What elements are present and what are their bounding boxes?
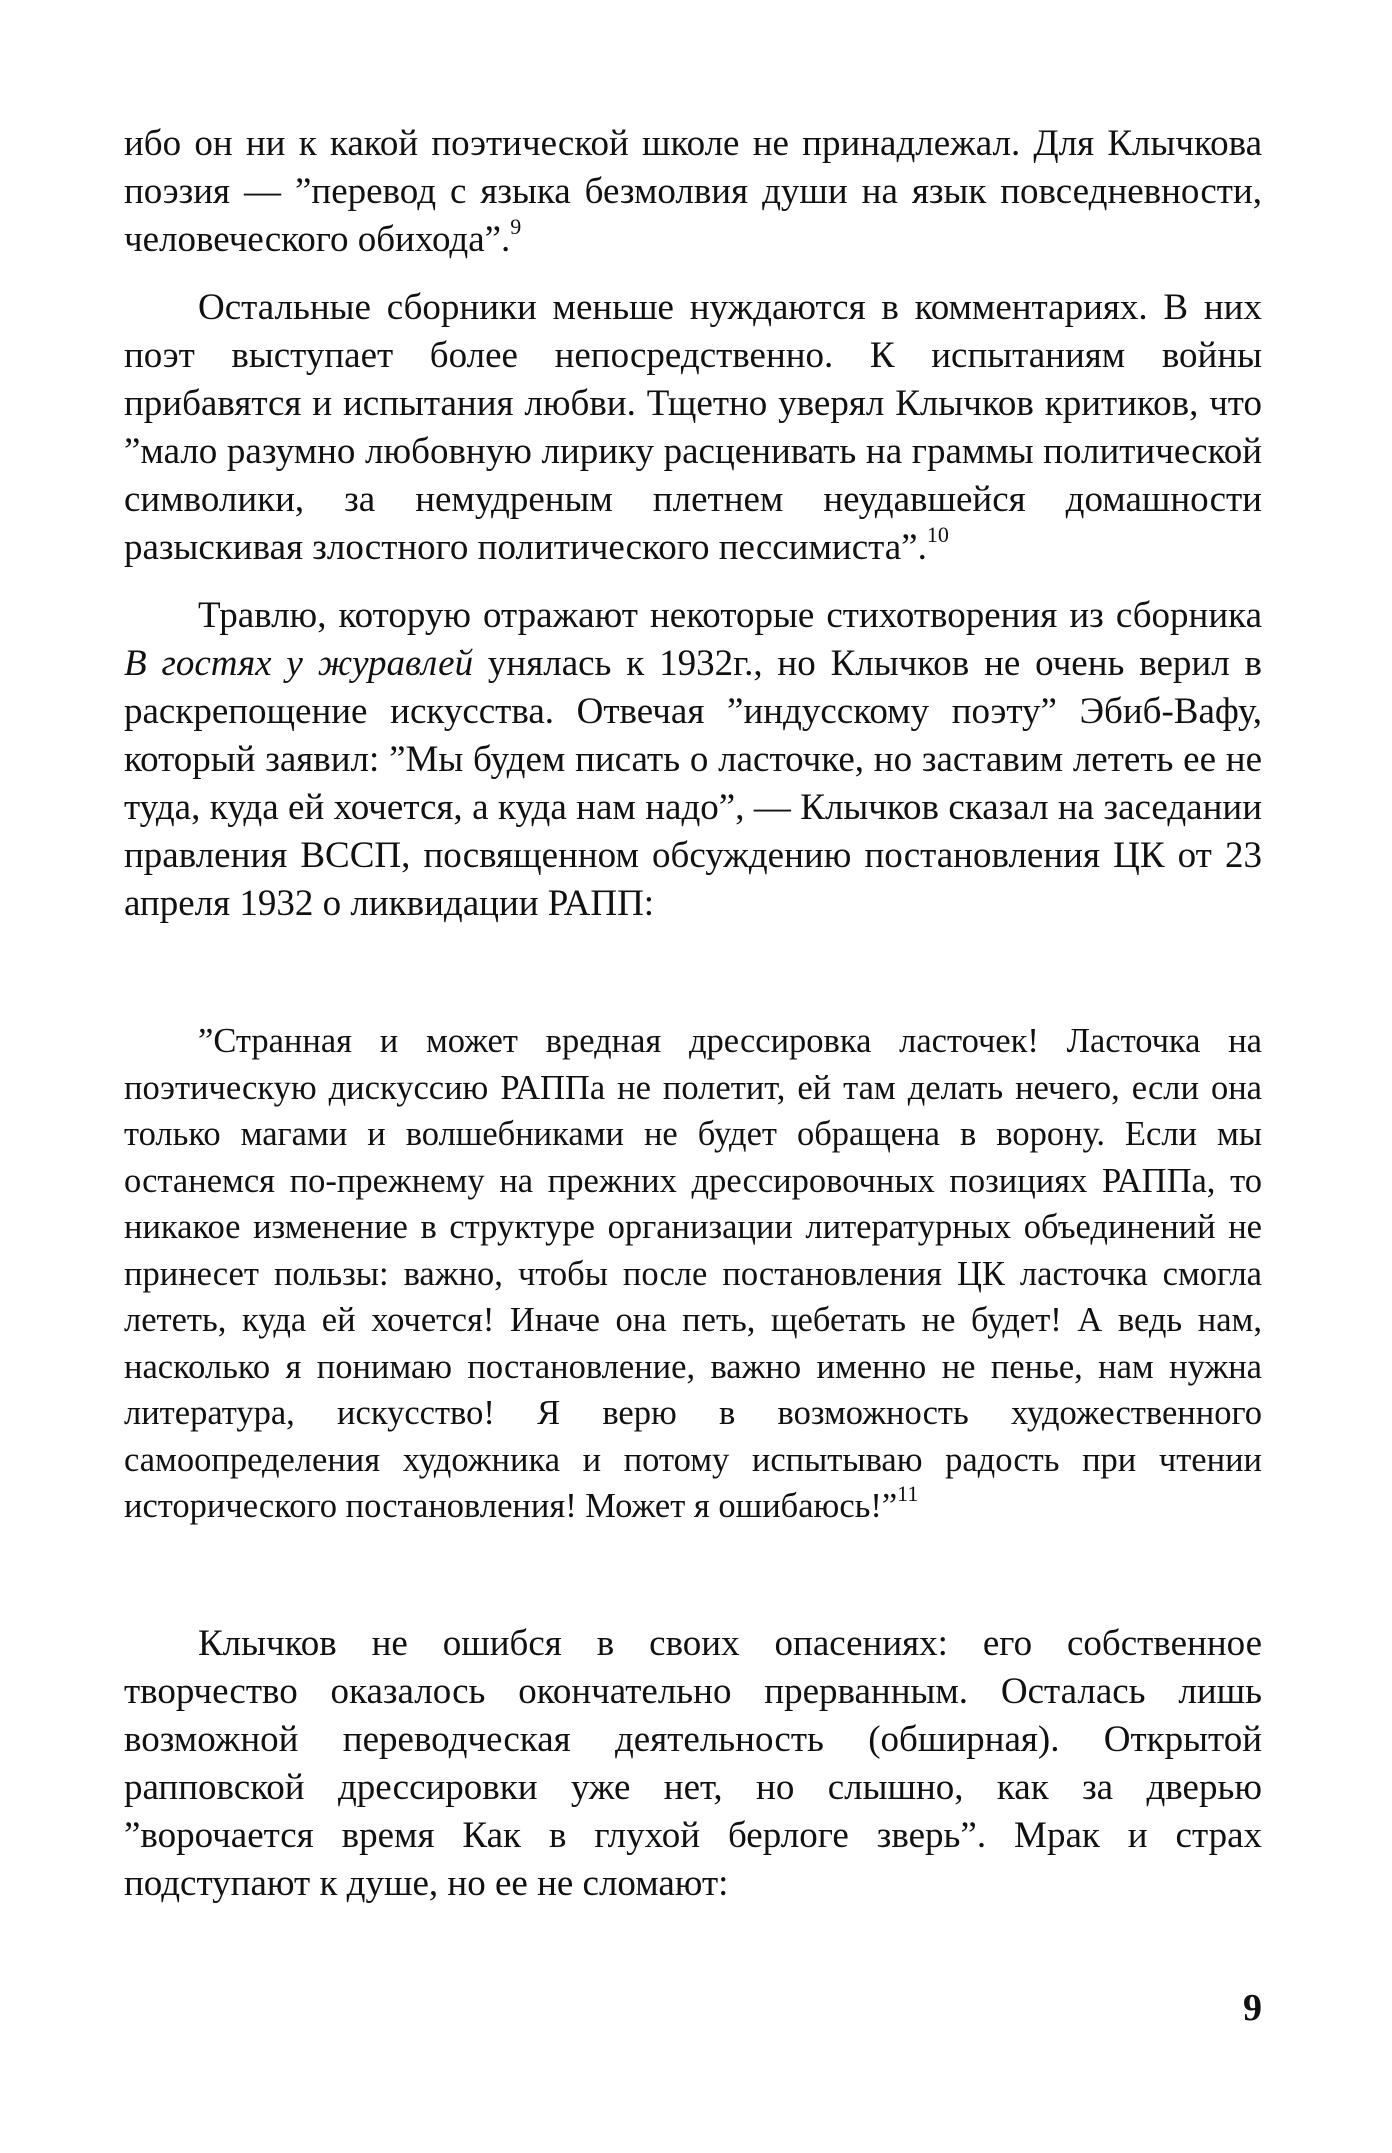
footnote-ref-11: 11 bbox=[897, 1480, 919, 1506]
paragraph-persecution bbox=[124, 592, 1262, 928]
paragraph-closing: Клычков не ошибся в своих опасениях: его собственное творчество оказалось окончательно прерванным. Осталась лишь возможной переводческая деятельность (обширная). Открытой рапповской дрессировки уже нет, но слышно, как за дверью ”ворочается время Как в глухой берлоге зверь”. Мрак и страх подступают к душе, но ее не сломают: bbox=[124, 1623, 1262, 1904]
main-text-top bbox=[124, 120, 1262, 928]
book-title-italic: В гостях у журавлей bbox=[124, 643, 474, 684]
quotation-paragraph bbox=[124, 1018, 1262, 1530]
paragraph-collections bbox=[124, 284, 1262, 572]
footnote-ref-10: 10 bbox=[926, 521, 949, 547]
paragraph-text: унялась к 1932г., но Клычков не очень верил в раскрепощение искусства. Отвечая ”индусскому поэту” Эбиб-Вафу, который заявил: ”Мы будем писать о ласточке, но заставим лететь ее не туда, куда ей хочется, а куда нам надо”, — Клычков сказал на заседании правления ВССП, посвященном обсуждению постановления ЦК от 23 апреля 1932 о ликвидации РАПП: bbox=[124, 643, 1262, 924]
paragraph-text: Остальные сборники меньше нуждаются в комментариях. В них поэт выступает более непосредственно. К испытаниям войны прибавятся и испытания любви. Тщетно уверял Клычков критиков, что ”мало разумно любовную лирику расценивать на граммы политической символики, за немудреным плетнем неудавшейся домашности разыскивая злостного политического пессимиста”. bbox=[124, 287, 1262, 568]
main-text-bottom bbox=[124, 1620, 1262, 1908]
quotation-text: ”Странная и может вредная дрессировка ласточек! Ласточка на поэтическую дискуссию РАППа не полетит, ей там делать нечего, если она только магами и волшебниками не будет обращена в ворону. Если мы останемся по-прежнему на прежних дрессировочных позициях РАППа, то никакое изменение в структуре организации литературных объединений не принесет пользы: важно, чтобы после постановления ЦК ласточка смогла лететь, куда ей хочется! Иначе она петь, щебетать не будет! А ведь нам, насколько я понимаю постановление, важно именно не пенье, нам нужна литература, искусство! Я верю в возможность художественного самоопределения художника и потому испытываю радость при чтении исторического постановления! Может я ошибаюсь!” bbox=[124, 1022, 1262, 1525]
footnote-ref-9: 9 bbox=[510, 213, 522, 239]
paragraph-text: ибо он ни к какой поэтической школе не принадлежал. Для Клычкова поэзия — ”перевод с языка безмолвия души на язык повседневности, человеческого обихода”. bbox=[124, 123, 1262, 260]
page-number: 9 bbox=[1243, 1987, 1262, 2029]
paragraph-text: Травлю, которую отражают некоторые стихотворения из сборника bbox=[198, 595, 1262, 636]
quotation-block bbox=[124, 1018, 1262, 1530]
paragraph-continuation bbox=[124, 120, 1262, 264]
